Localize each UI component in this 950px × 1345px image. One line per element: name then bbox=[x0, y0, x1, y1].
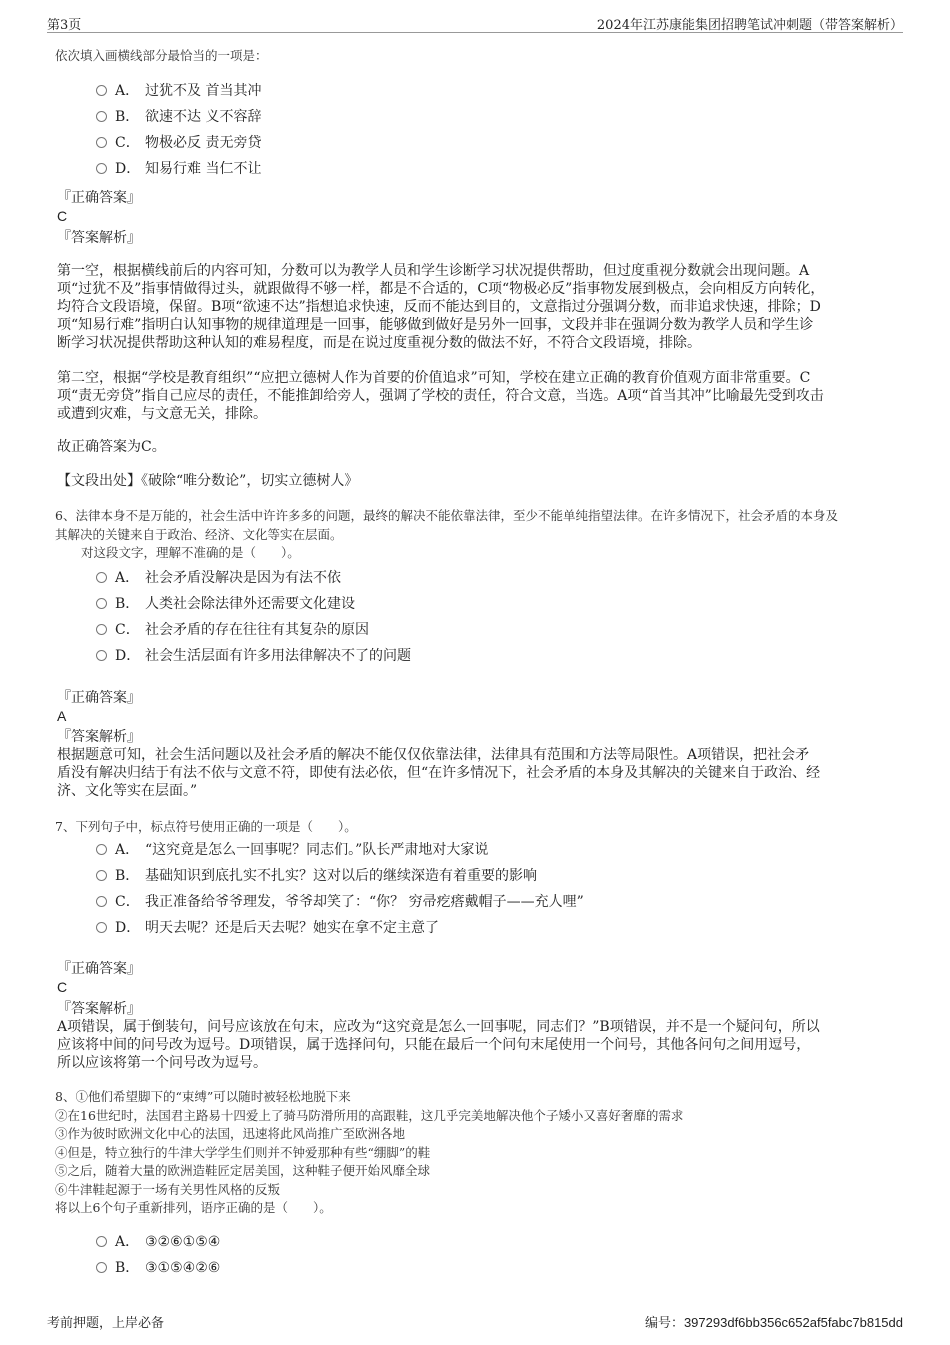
q7-answer-label: 『正确答案』 bbox=[57, 961, 141, 977]
q6-analysis-label: 『答案解析』 bbox=[57, 729, 141, 745]
q7-analysis-label: 『答案解析』 bbox=[57, 1001, 141, 1017]
q5-answer-label: 『正确答案』 bbox=[57, 190, 141, 206]
q5-option-c[interactable]: C． 物极必反 责无旁贷 bbox=[96, 133, 261, 153]
q6-option-a[interactable]: A． 社会矛盾没解决是因为有法不依 bbox=[96, 568, 341, 588]
q5-option-b[interactable]: B． 欲速不达 义不容辞 bbox=[96, 107, 261, 127]
page-number: 第3页 bbox=[47, 18, 82, 33]
q7-option-c[interactable]: C． 我正准备给爷爷理发，爷爷却笑了：“你？ 穷帚疙瘩戴帽子——充人哩” bbox=[96, 892, 584, 912]
q6-answer-label: 『正确答案』 bbox=[57, 690, 141, 706]
document-code: 397293df6bb356c652af5fabc7b815dd bbox=[683, 1315, 903, 1330]
radio-icon[interactable] bbox=[96, 572, 107, 583]
radio-icon[interactable] bbox=[96, 85, 107, 96]
radio-icon[interactable] bbox=[96, 650, 107, 661]
q5-source: 【文段出处】《破除“唯分数论”，切实立德树人》 bbox=[57, 473, 359, 489]
footer-slogan: 考前押题，上岸必备 bbox=[47, 1316, 165, 1331]
radio-icon[interactable] bbox=[96, 137, 107, 148]
radio-icon[interactable] bbox=[96, 922, 107, 933]
radio-icon[interactable] bbox=[96, 1262, 107, 1273]
q6-analysis: 根据题意可知，社会生活问题以及社会矛盾的解决不能仅仅依靠法律，法律具有范围和方法等局限性。A项错误，把社会矛 盾没有解决归结于有法不依与文意不符，即使有法必依，但“在许多情况下，社会矛盾的本身及其解决的关键来自于政治、经 济、文化等实在层面。” bbox=[57, 747, 821, 799]
radio-icon[interactable] bbox=[96, 870, 107, 881]
q7-option-a[interactable]: A． “这究竟是怎么一回事呢？同志们。”队长严肃地对大家说 bbox=[96, 840, 488, 860]
document-title: 2024年江苏康能集团招聘笔试冲刺题（带答案解析） bbox=[596, 18, 903, 33]
radio-icon[interactable] bbox=[96, 1236, 107, 1247]
q7-option-b[interactable]: B． 基础知识到底扎实不扎实？这对以后的继续深造有着重要的影响 bbox=[96, 866, 537, 886]
q7-option-d[interactable]: D． 明天去呢？还是后天去呢？她实在拿不定主意了 bbox=[96, 918, 439, 938]
q6-option-d[interactable]: D． 社会生活层面有许多用法律解决不了的问题 bbox=[96, 646, 411, 666]
radio-icon[interactable] bbox=[96, 624, 107, 635]
q6-option-c[interactable]: C． 社会矛盾的存在往往有其复杂的原因 bbox=[96, 620, 369, 640]
q5-conclusion: 故正确答案为C。 bbox=[57, 439, 166, 455]
page-header bbox=[47, 12, 903, 33]
q6-option-b[interactable]: B． 人类社会除法律外还需要文化建设 bbox=[96, 594, 355, 614]
q7-analysis: A项错误，属于倒装句，问号应该放在句末，应改为“这究竟是怎么一回事呢，同志们？”B项错误，并不是一个疑问句，所以 应该将中间的问号改为逗号。D项错误，属于选择问句，只能在最后一个问句末尾使用一个问号，其他各问句之间用逗号， 所以应该将第一个问号改为逗号。 bbox=[57, 1019, 820, 1071]
q5-answer: C bbox=[57, 208, 68, 224]
radio-icon[interactable] bbox=[96, 598, 107, 609]
q7-answer: C bbox=[57, 979, 68, 995]
q8-option-b[interactable]: B． ③①⑤④②⑥ bbox=[96, 1258, 220, 1278]
q7-stem: 7、下列句子中，标点符号使用正确的一项是（ ）。 bbox=[55, 819, 357, 834]
q5-analysis-para2: 第二空，根据“学校是教育组织”“应把立德树人作为首要的价值追求”可知，学校在建立正确的教育价值观方面非常重要。C 项“责无旁贷”指自己应尽的责任，不能推卸给旁人，强调了学校的责任，符合文意，当选。A项“首当其冲”比喻最先受到攻击 或遭到灾难，与文意无关，排除。 bbox=[57, 370, 824, 422]
q6-stem: 6、法律本身不是万能的，社会生活中许许多多的问题，最终的解决不能依靠法律，至少不能单纯指望法律。在许多情况下，社会矛盾的本身及 其解决的关键来自于政治、经济、文化等实在层面。 对这段文字，理解不准确的是（ ）。 bbox=[55, 508, 838, 560]
q5-option-d[interactable]: D． 知易行难 当仁不让 bbox=[96, 159, 261, 179]
q5-analysis-para1: 第一空，根据横线前后的内容可知，分数可以为教学人员和学生诊断学习状况提供帮助，但过度重视分数就会出现问题。A 项“过犹不及”指事情做得过头，就跟做得不够一样，都是不合适的，C项“物极必反”指事物发展到极点，会向相反方向转化， 均符合文段语境，保留。B项“欲速不达”指想追求快速，反而不能达到目的，文意指过分强调分数，而非追求快速，排除；D 项“知易行难”指明白认知事物的规律道理是一回事，能够做到做好是另外一回事，文段并非在强调分数为教学人员和学生诊 断学习状况提供帮助这种认知的难易程度，而是在说过度重视分数的做法不好，不符合文段语境，排除。 bbox=[57, 263, 825, 351]
radio-icon[interactable] bbox=[96, 896, 107, 907]
footer-code: 编号：397293df6bb356c652af5fabc7b815dd bbox=[644, 1315, 903, 1331]
q6-answer: A bbox=[57, 708, 67, 724]
page-footer bbox=[47, 1312, 903, 1332]
q8-stem: 8、①他们希望脚下的“束缚”可以随时被轻松地脱下来 ②在16世纪时，法国君主路易十四爱上了骑马防滑所用的高跟鞋，这几乎完美地解决他个子矮小又喜好奢靡的需求 ③作为彼时欧洲文化中心的法国，迅速将此风尚推广至欧洲各地 ④但是，特立独行的牛津大学学生们则并不钟爱那种有些“绷脚”的鞋 ⑤之后，随着大量的欧洲造鞋匠定居美国，这种鞋子便开始风靡全球 ⑥牛津鞋起源于一场有关男性风格的反叛 将以上6个句子重新排列，语序正确的是（ ）。 bbox=[55, 1089, 684, 1215]
radio-icon[interactable] bbox=[96, 163, 107, 174]
q5-option-a[interactable]: A． 过犹不及 首当其冲 bbox=[96, 81, 261, 101]
q5-analysis-label: 『答案解析』 bbox=[57, 230, 141, 246]
radio-icon[interactable] bbox=[96, 111, 107, 122]
q8-option-a[interactable]: A． ③②⑥①⑤④ bbox=[96, 1232, 220, 1252]
q5-stem: 依次填入画横线部分最恰当的一项是： bbox=[55, 48, 268, 63]
radio-icon[interactable] bbox=[96, 844, 107, 855]
